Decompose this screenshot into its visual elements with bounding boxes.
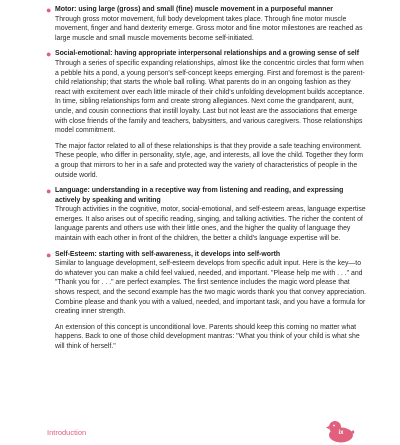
bullet-icon: ● (46, 49, 52, 60)
paragraph: Through activities in the cognitive, motor, social-emotional, and self-esteem areas, language expertise emerges. It also arises out of specific reading, singing, and talking activities. The richer the content of language parents and others use with their little ones, and the higher the quality of language they maintain with each other in front of the children, the better a child's language expertise will be. (55, 206, 366, 243)
bullet-icon: ● (46, 5, 52, 15)
bullet-icon: ● (46, 186, 52, 197)
footer-section-label: Introduction (47, 428, 87, 437)
paragraph: Through a series of specific expanding relationships, almost like the concentric circles that form when a pebble hits a pond, a young person's self-concept keeps emerging. First and foremost is the parent-child relationship; that starts the whole ball rolling. What parents do in an ongoing fashion as they react with excitement over each little miracle of their child's unfolding development builds acceptance. In time, sibling relationships form and create strong allegiances. Next come the grandparent, aunt, uncle, and cousin connections that instill loyalty. Last but not least are the associations that emerge with close friends of the family and teachers, babysitters, and various caregivers. Those relationships model commitment. (55, 59, 365, 135)
section-heading: Self-Esteem: starting with self-awareness, it develops into self-worth (55, 250, 281, 258)
paragraph: Through gross motor movement, full body development takes place. Through fine motor muscle movement, finger and hand dexterity emerge. Gross motor and fine motor milestones are reached as large muscle and small muscle movements become self-initiated. (55, 15, 363, 42)
section-language (46, 186, 367, 244)
bullet-icon: ● (46, 249, 52, 260)
paragraph: An extension of this concept is unconditional love. Parents should keep this coming no matter what happens. Back to one of those child development mantras: "What you think of your child is what she will think of herself." (55, 323, 360, 350)
paragraph: The major factor related to all of these relationships is that they provide a safe teaching environment. These people, who differ in personality, style, age, and interests, all love the child. Together they form a group that mirrors to her in a safe and protected way the variety of characteristics of people in the outside world. (55, 142, 363, 179)
section-motor (46, 5, 367, 43)
section-social-emotional (46, 49, 367, 180)
page-content (46, 5, 367, 358)
paragraph: Similar to language development, self-esteem develops from specific adult input. Here is the key—to do whatever you can make a child feel valued, needed, and important. "Please help me with . . ." and "Thank you for . . ." are perfect examples. The first sentence includes the magic word please that shows respect, and the second example has the two magic words thank you that convey appreciation. Combine please and thank you with a valued, needed, and important task, and you have a formula for creating inner strength. (55, 260, 367, 316)
section-heading: Language: understanding in a receptive way from listening and reading, and expressing actively by speaking and writing (55, 187, 344, 204)
page-number: ix (338, 430, 344, 436)
section-heading: Motor: using large (gross) and small (fine) muscle movement in a purposeful manner (55, 6, 333, 13)
section-self-esteem (46, 249, 367, 352)
section-heading: Social-emotional: having appropriate interpersonal relationships and a growing sense of self (55, 50, 360, 58)
